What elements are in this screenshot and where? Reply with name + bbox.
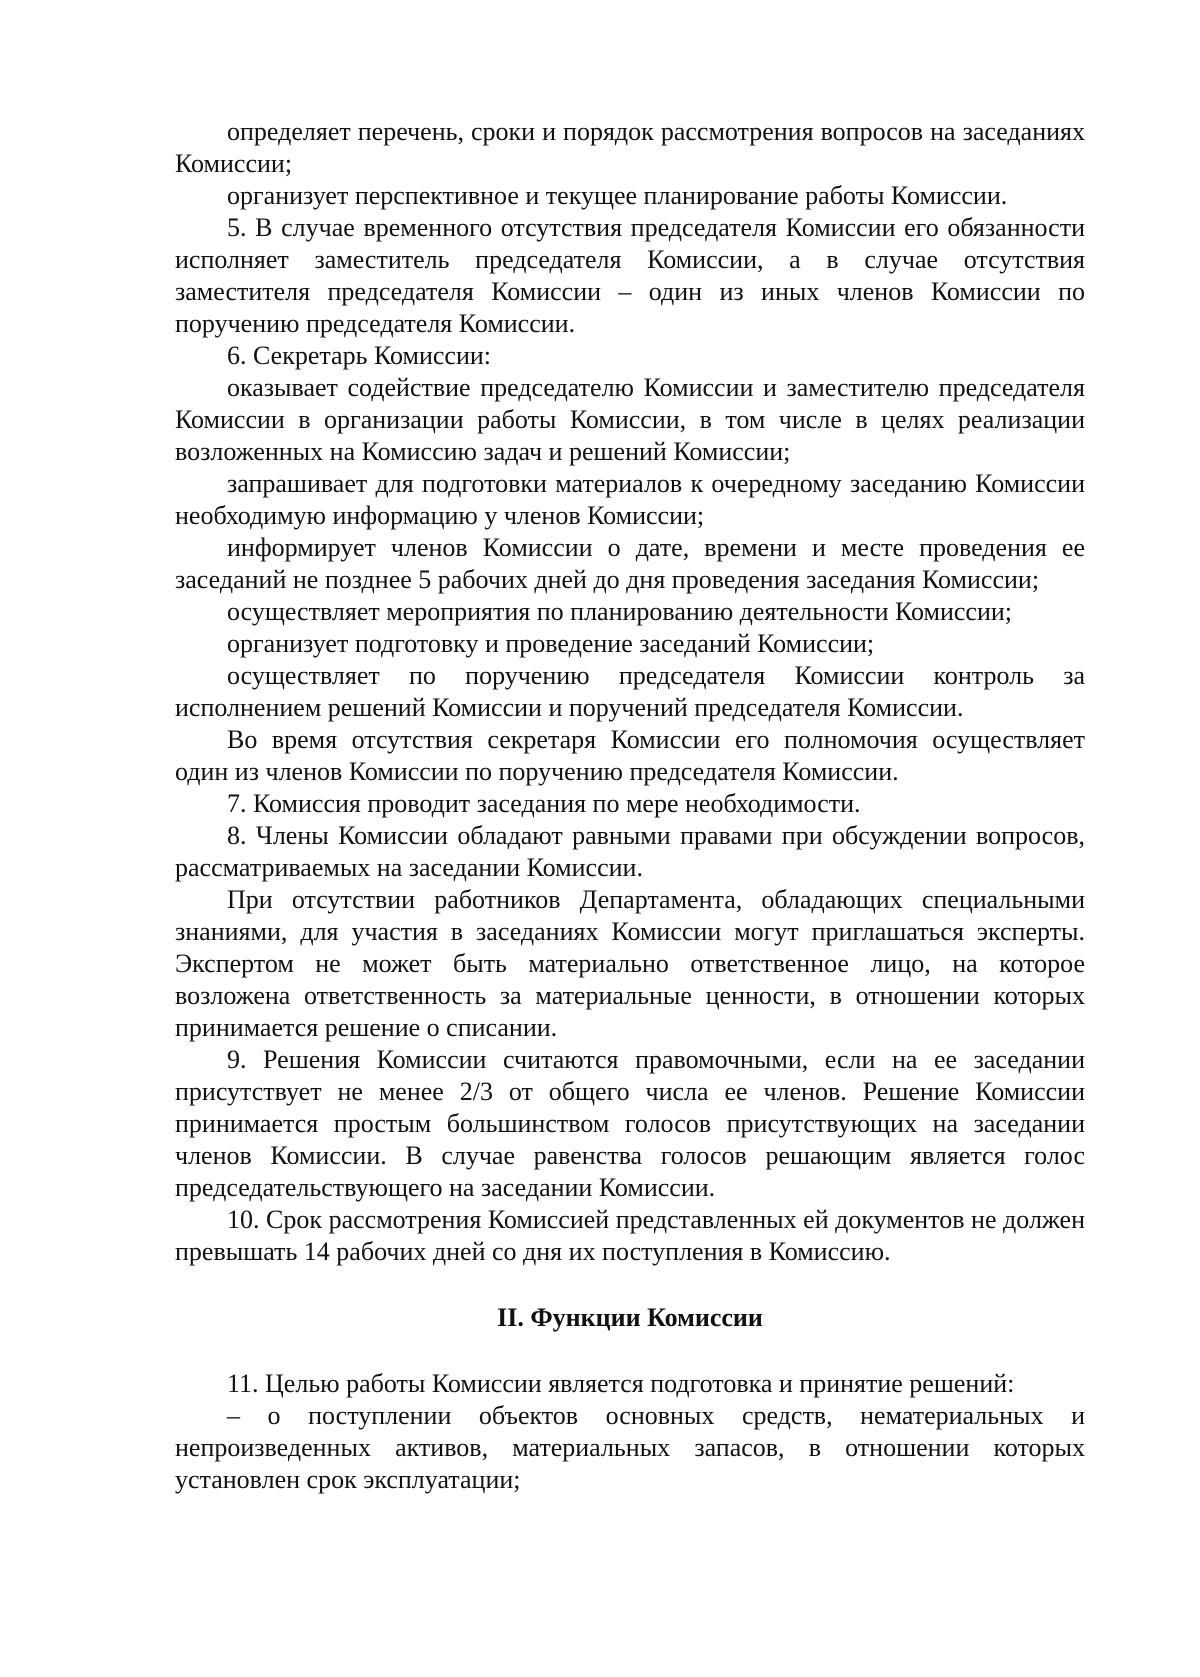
paragraph-16: 10. Срок рассмотрения Комиссией представленных ей документов не должен превышать 14 рабочих дней со дня их поступления в Комиссию. xyxy=(175,1205,1085,1266)
paragraph-4: 6. Секретарь Комиссии: xyxy=(227,341,491,370)
paragraph-1: определяет перечень, сроки и порядок рассмотрения вопросов на заседаниях Комиссии; xyxy=(175,117,1085,178)
paragraph-10: осуществляет по поручению председателя Комиссии контроль за исполнением решений Комиссии и поручений председателя Комиссии. xyxy=(175,661,1085,722)
paragraph-15: 9. Решения Комиссии считаются правомочными, если на ее заседании присутствует не менее 2/3 от общего числа ее членов. Решение Комиссии принимается простым большинством голосов присутствующих на заседании членов Комиссии. В случае равенства голосов решающим является голос председательствующего на заседании Комиссии. xyxy=(175,1045,1085,1202)
paragraph-14: При отсутствии работников Департамента, обладающих специальными знаниями, для участия в заседаниях Комиссии могут приглашаться эксперты. Экспертом не может быть материально ответственное лицо, на которое возложена ответственность за материальные ценности, в отношении которых принимается решение о списании. xyxy=(175,885,1085,1042)
paragraph-13: 8. Члены Комиссии обладают равными правами при обсуждении вопросов, рассматриваемых на заседании Комиссии. xyxy=(175,821,1085,882)
paragraph-6: запрашивает для подготовки материалов к очередному заседанию Комиссии необходимую информацию у членов Комиссии; xyxy=(175,469,1085,530)
paragraph-9: организует подготовку и проведение заседаний Комиссии; xyxy=(227,629,875,658)
paragraph-17: 11. Целью работы Комиссии является подготовка и принятие решений: xyxy=(227,1369,1015,1398)
paragraph-7: информирует членов Комиссии о дате, времени и месте проведения ее заседаний не позднее 5 рабочих дней до дня проведения заседания Комиссии; xyxy=(175,533,1085,594)
paragraph-5: оказывает содействие председателю Комиссии и заместителю председателя Комиссии в организации работы Комиссии, в том числе в целях реализации возложенных на Комиссию задач и решений Комиссии; xyxy=(175,373,1085,466)
paragraph-8: осуществляет мероприятия по планированию деятельности Комиссии; xyxy=(227,597,1013,626)
section-heading: II. Функции Комиссии xyxy=(497,1303,763,1332)
paragraph-12: 7. Комиссия проводит заседания по мере необходимости. xyxy=(227,789,861,818)
paragraph-2: организует перспективное и текущее планирование работы Комиссии. xyxy=(227,181,1008,210)
paragraph-3: 5. В случае временного отсутствия председателя Комиссии его обязанности исполняет заместитель председателя Комиссии, а в случае отсутствия заместителя председателя Комиссии – один из иных членов Комиссии по поручению председателя Комиссии. xyxy=(175,213,1085,338)
paragraph-18: – о поступлении объектов основных средств, нематериальных и непроизведенных активов, материальных запасов, в отношении которых установлен срок эксплуатации; xyxy=(175,1401,1085,1494)
document-page xyxy=(175,116,1085,1496)
paragraph-11: Во время отсутствия секретаря Комиссии его полномочия осуществляет один из членов Комиссии по поручению председателя Комиссии. xyxy=(175,725,1085,786)
